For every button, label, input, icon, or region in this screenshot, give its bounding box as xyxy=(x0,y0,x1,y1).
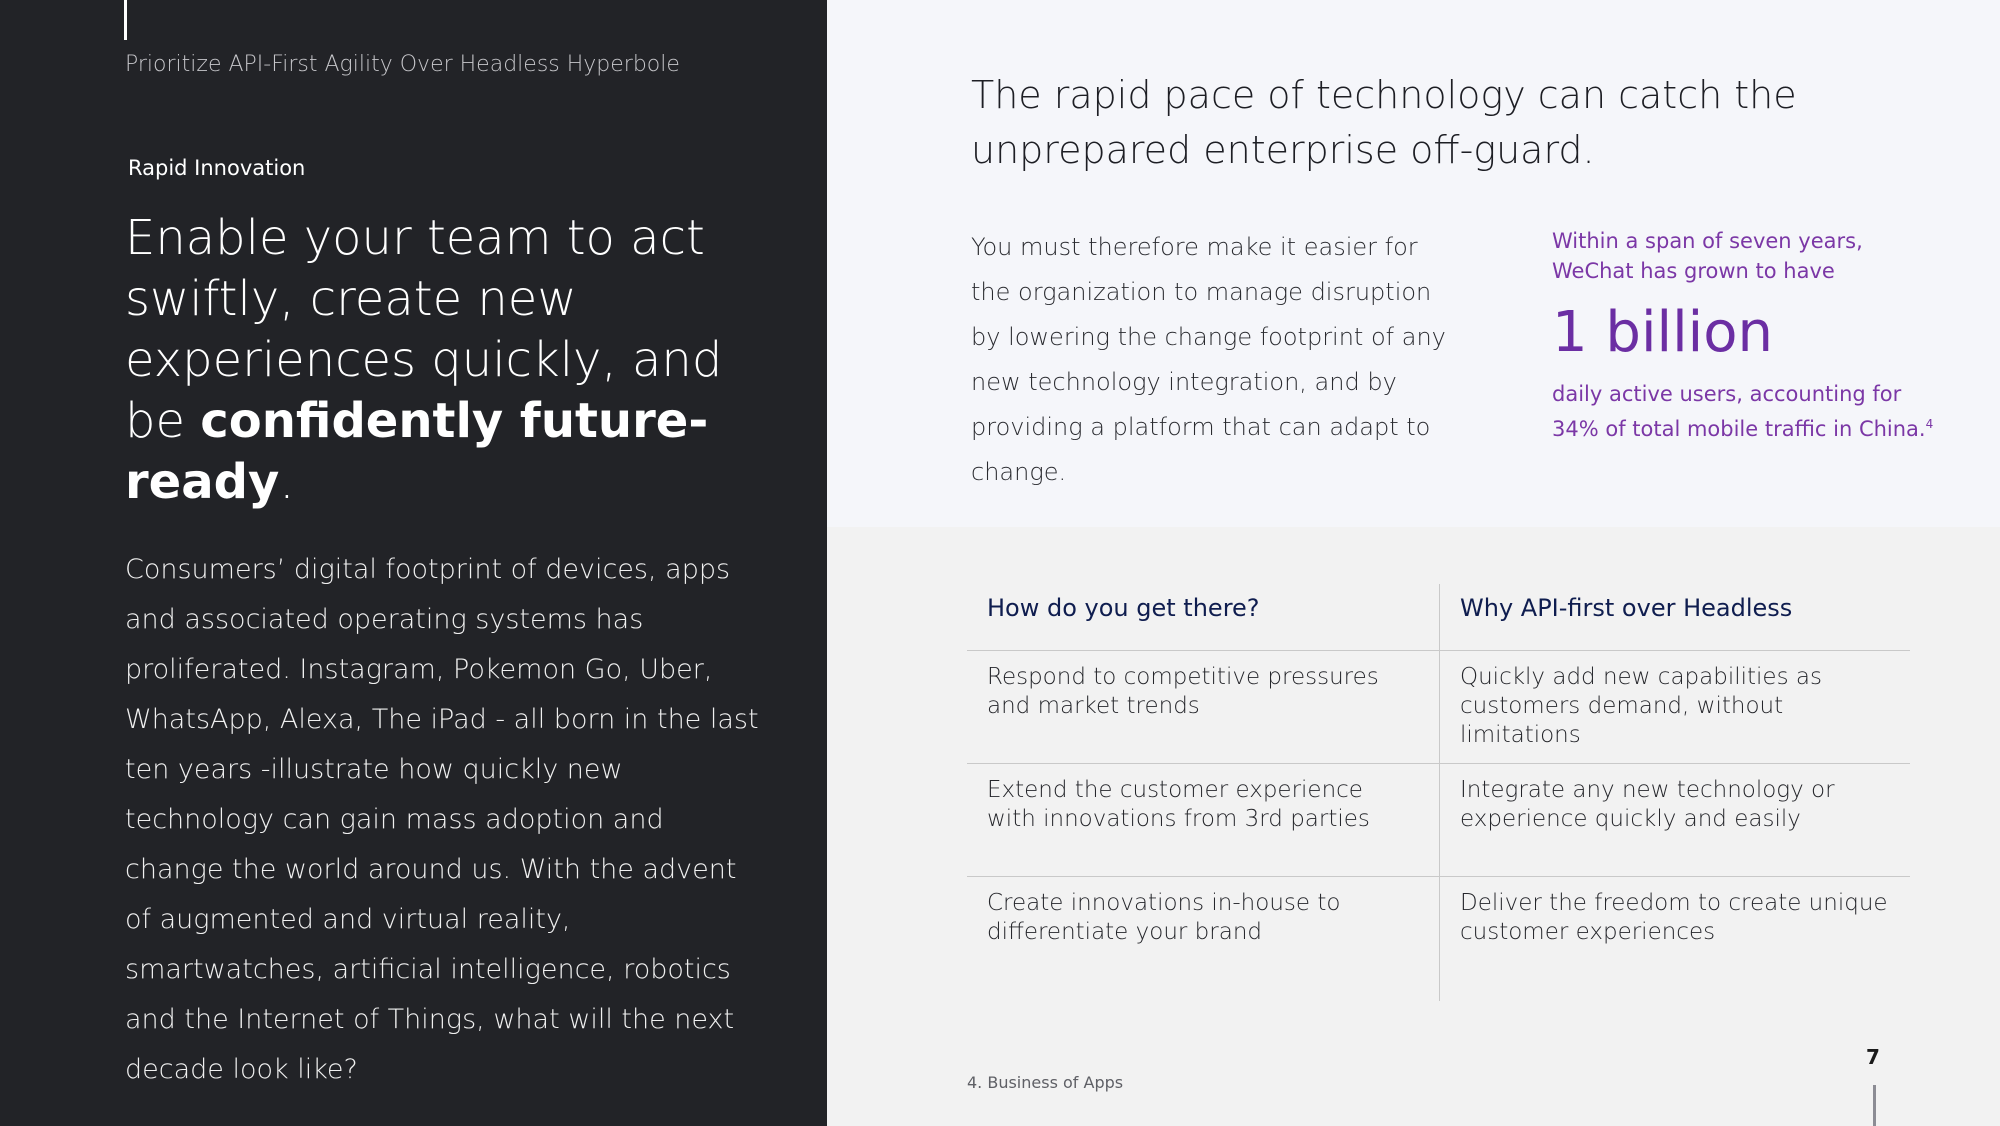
section-label: Rapid Innovation xyxy=(128,156,306,180)
footnote: 4. Business of Apps xyxy=(967,1073,1124,1092)
stat-description xyxy=(1552,379,1952,444)
table-cell: Deliver the freedom to create unique customer experiences xyxy=(1460,890,1888,945)
stat-description-text: daily active users, accounting for 34% of total mobile traffic in China. xyxy=(1552,382,1926,441)
headline xyxy=(125,208,745,513)
stat-value: 1 billion xyxy=(1552,300,1773,365)
table-cell: Quickly add new capabilities as customers demand, without limitations xyxy=(1440,651,1911,764)
top-rule xyxy=(124,0,127,40)
table-cell: Extend the customer experience with innovations from 3rd parties xyxy=(967,764,1440,877)
table-cell: Integrate any new technology or experience quickly and easily xyxy=(1440,764,1911,877)
table-row xyxy=(967,651,1910,764)
table-cell: Create innovations in-house to differentiate your brand xyxy=(967,877,1440,1002)
comparison-table xyxy=(967,584,1910,1001)
table-header-row xyxy=(967,584,1910,651)
table-row xyxy=(967,764,1910,877)
headline-emphasis: confidently future-ready xyxy=(125,393,709,510)
headline-end: . xyxy=(279,454,295,510)
table-cell: Respond to competitive pressures and market trends xyxy=(967,651,1440,764)
table-row xyxy=(967,877,1910,1002)
body-paragraph: Consumers’ digital footprint of devices, apps and associated operating systems has proliferated. Instagram, Pokemon Go, Uber, WhatsApp, Alexa, The iPad - all born in the last ten years -illustrate how quickly new technology can gain mass adoption and change the world around us. With the advent of augmented and virtual reality, smartwatches, artificial intelligence, robotics and the Internet of Things, what will the next decade look like? xyxy=(125,554,759,1085)
document-title: Prioritize API-First Agility Over Headless Hyperbole xyxy=(125,52,680,77)
headline-text: Enable your team to act swiftly, create new experiences quickly, and be xyxy=(125,210,723,449)
footnote-ref: 4 xyxy=(1925,417,1934,431)
intro-paragraph: You must therefore make it easier for the organization to manage disruption by lowering the change footprint of any new technology integration, and by providing a platform that can adapt to change. xyxy=(971,233,1446,486)
page-rule xyxy=(1873,1085,1876,1126)
left-panel xyxy=(0,0,827,1126)
column-header-why: Why API-first over Headless xyxy=(1440,584,1911,651)
page-number: 7 xyxy=(1866,1045,1880,1069)
stat-intro: Within a span of seven years, WeChat has grown to have xyxy=(1552,229,1863,283)
column-header-how: How do you get there? xyxy=(967,584,1440,651)
lead-statement: The rapid pace of technology can catch the unprepared enterprise off-guard. xyxy=(971,73,1797,172)
